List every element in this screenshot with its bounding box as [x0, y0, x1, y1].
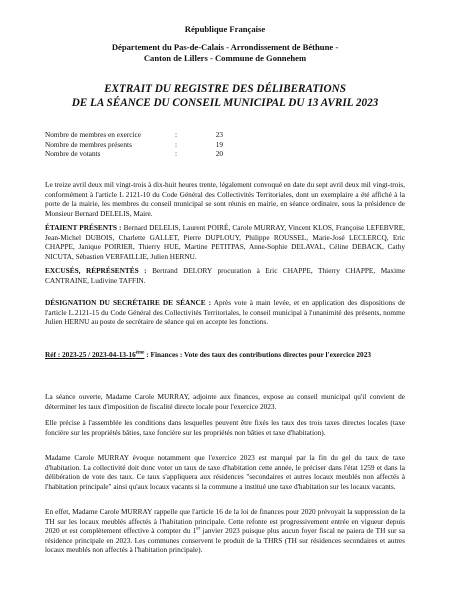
secretary-text: Après vote à main levée, et en application des dispositions de l'article L.2121-15 du Code Général des Collectivités Territoriales, le conseil municipal à l'unanimité des présents, nomme Julien HERNU au poste de secrétaire de séance qui en accepte les fonctions.	[45, 298, 405, 326]
excused-paragraph	[45, 266, 405, 285]
member-count-label: Nombre de membres présents	[45, 139, 132, 149]
reference-subject: : Finances : Vote des taux des contributions directes pour l'exercice 2023	[144, 350, 372, 359]
member-count-row	[45, 149, 223, 159]
member-count-value: 19	[215, 139, 223, 149]
member-count-sep: :	[175, 130, 178, 139]
body-paragraph-3: Madame Carole MURRAY évoque notamment que l'exercice 2023 est marqué par la fin du gel du taux de taxe d'habitation. La collectivité doit donc voter un taux de taxe d'habitation cette année, le préciser dans l'état 1259 et dans la délibération de vote des taux. Ce taux s'appliquera aux résidences "secondaires et autres locaux meublés non affectés à l'habitation principale" ainsi qu'aux locaux vacants si la commune a institué une taxe d'habitation sur les locaux vacants.	[45, 453, 405, 491]
member-count-row	[45, 130, 223, 140]
body-paragraph-4-part-1: En effet, Madame Carole MURRAY rappelle que l'article 16 de la loi de finances pour 2020 prévoyait la suppression de la TH sur les locaux meublés affectés à l'habitation principale. Cette refonte est progressivement entrée en vigueur depuis 2020 et est complètement effective à compter du 1	[45, 507, 405, 535]
body-paragraph-4	[45, 507, 405, 555]
secretary-label: DÉSIGNATION DU SECRÉTAIRE DE SÉANCE :	[45, 298, 212, 307]
department-line-1: Département du Pas-de-Calais - Arrondissement de Béthune -	[111, 42, 339, 52]
body-paragraph-4-part-2: janvier 2023 puisque plus aucun foyer fiscal ne paiera de TH sur sa résidence principale en 2023. Les communes conservent le produit de la THRS (TH sur résidences secondaires et autres locaux meublés non affectés à l'habitation principale).	[45, 526, 405, 554]
title-line-2: DE LA SÉANCE DU CONSEIL MUNICIPAL DU 13 AVRIL 2023	[71, 96, 379, 109]
member-count-value: 23	[215, 130, 223, 139]
member-count-sep: :	[175, 149, 178, 158]
reference-number	[45, 350, 144, 359]
intro-paragraph: Le treize avril deux mil vingt-trois à dix-huit heures trente, légalement convoqué en date du sept avril deux mil vingt-trois, conformément à l'article L 2121-10 du Code Général des Collectivités Territoriales, dont un exemplaire a été affiché à la porte de la mairie, les membres du conseil municipal se sont réunis en mairie, en séance ordinaire, sous la présidence de Monsieur Bernard DELELIS, Maire.	[45, 180, 405, 218]
body-paragraph-1: La séance ouverte, Madame Carole MURRAY, adjointe aux finances, expose au conseil municipal qu'il convient de déterminer les taux d'imposition de fiscalité directe locale pour l'exercice 2023.	[45, 392, 405, 411]
member-count-label: Nombre de membres en exercice	[45, 130, 142, 139]
present-text: Bernard DELELIS, Laurent POIRÉ, Carole MURRAY, Vincent KLOS, Françoise LEFEBVRE, Jean-Michel DUBOIS, Charlette GALLET, Pierre DUPLOUY, Philippe ROUSSEL, Marie-José LECLERCQ, Eric CHAPPE, Janique POIRIER, Thierry HUE, Martine PETITPAS, Anne-Sophie DELAVAL, Céline DEBACK, Cathy NICUTA, Sébastien VERFAILLIE, Julien HERNU.	[45, 223, 405, 261]
excused-text: Bertrand DELORY procuration à Eric CHAPPE, Thierry CHAPPE, Maxime CANTRAINE, Ludivine TAFFIN.	[45, 266, 406, 285]
member-count-value: 20	[215, 149, 223, 158]
title-line-1: EXTRAIT DU REGISTRE DES DÉLIBERATIONS	[104, 83, 346, 95]
reference-sup: ème	[135, 350, 145, 356]
department-heading	[40, 42, 410, 64]
present-label: ÉTAIENT PRÉSENTS :	[45, 223, 122, 232]
reference-id: Réf : 2023-25 / 2023-04-13-16	[45, 350, 136, 359]
document-title	[30, 83, 420, 110]
member-counts	[45, 130, 223, 159]
excused-label: EXCUSÉS, RÉPRÉSENTÉS :	[45, 266, 147, 275]
body-paragraph-2: Elle précise à l'assemblée les conditions dans lesquelles peuvent être fixés les taux des trois taxes directes locales (taxe foncière sur les propriétés bâties, taxe foncière sur les propriétés non bâties et taxe d'habitation).	[45, 418, 405, 437]
member-count-sep: :	[175, 139, 178, 149]
secretary-paragraph	[45, 298, 405, 327]
deliberation-reference	[45, 350, 405, 360]
department-line-2: Canton de Lillers - Commune de Gonnehem	[143, 53, 307, 63]
body-paragraph-4-sup: er	[196, 526, 201, 532]
present-paragraph	[45, 223, 405, 261]
country-heading: République Française	[184, 24, 266, 34]
member-count-label: Nombre de votants	[45, 149, 101, 158]
member-count-row	[45, 140, 223, 150]
